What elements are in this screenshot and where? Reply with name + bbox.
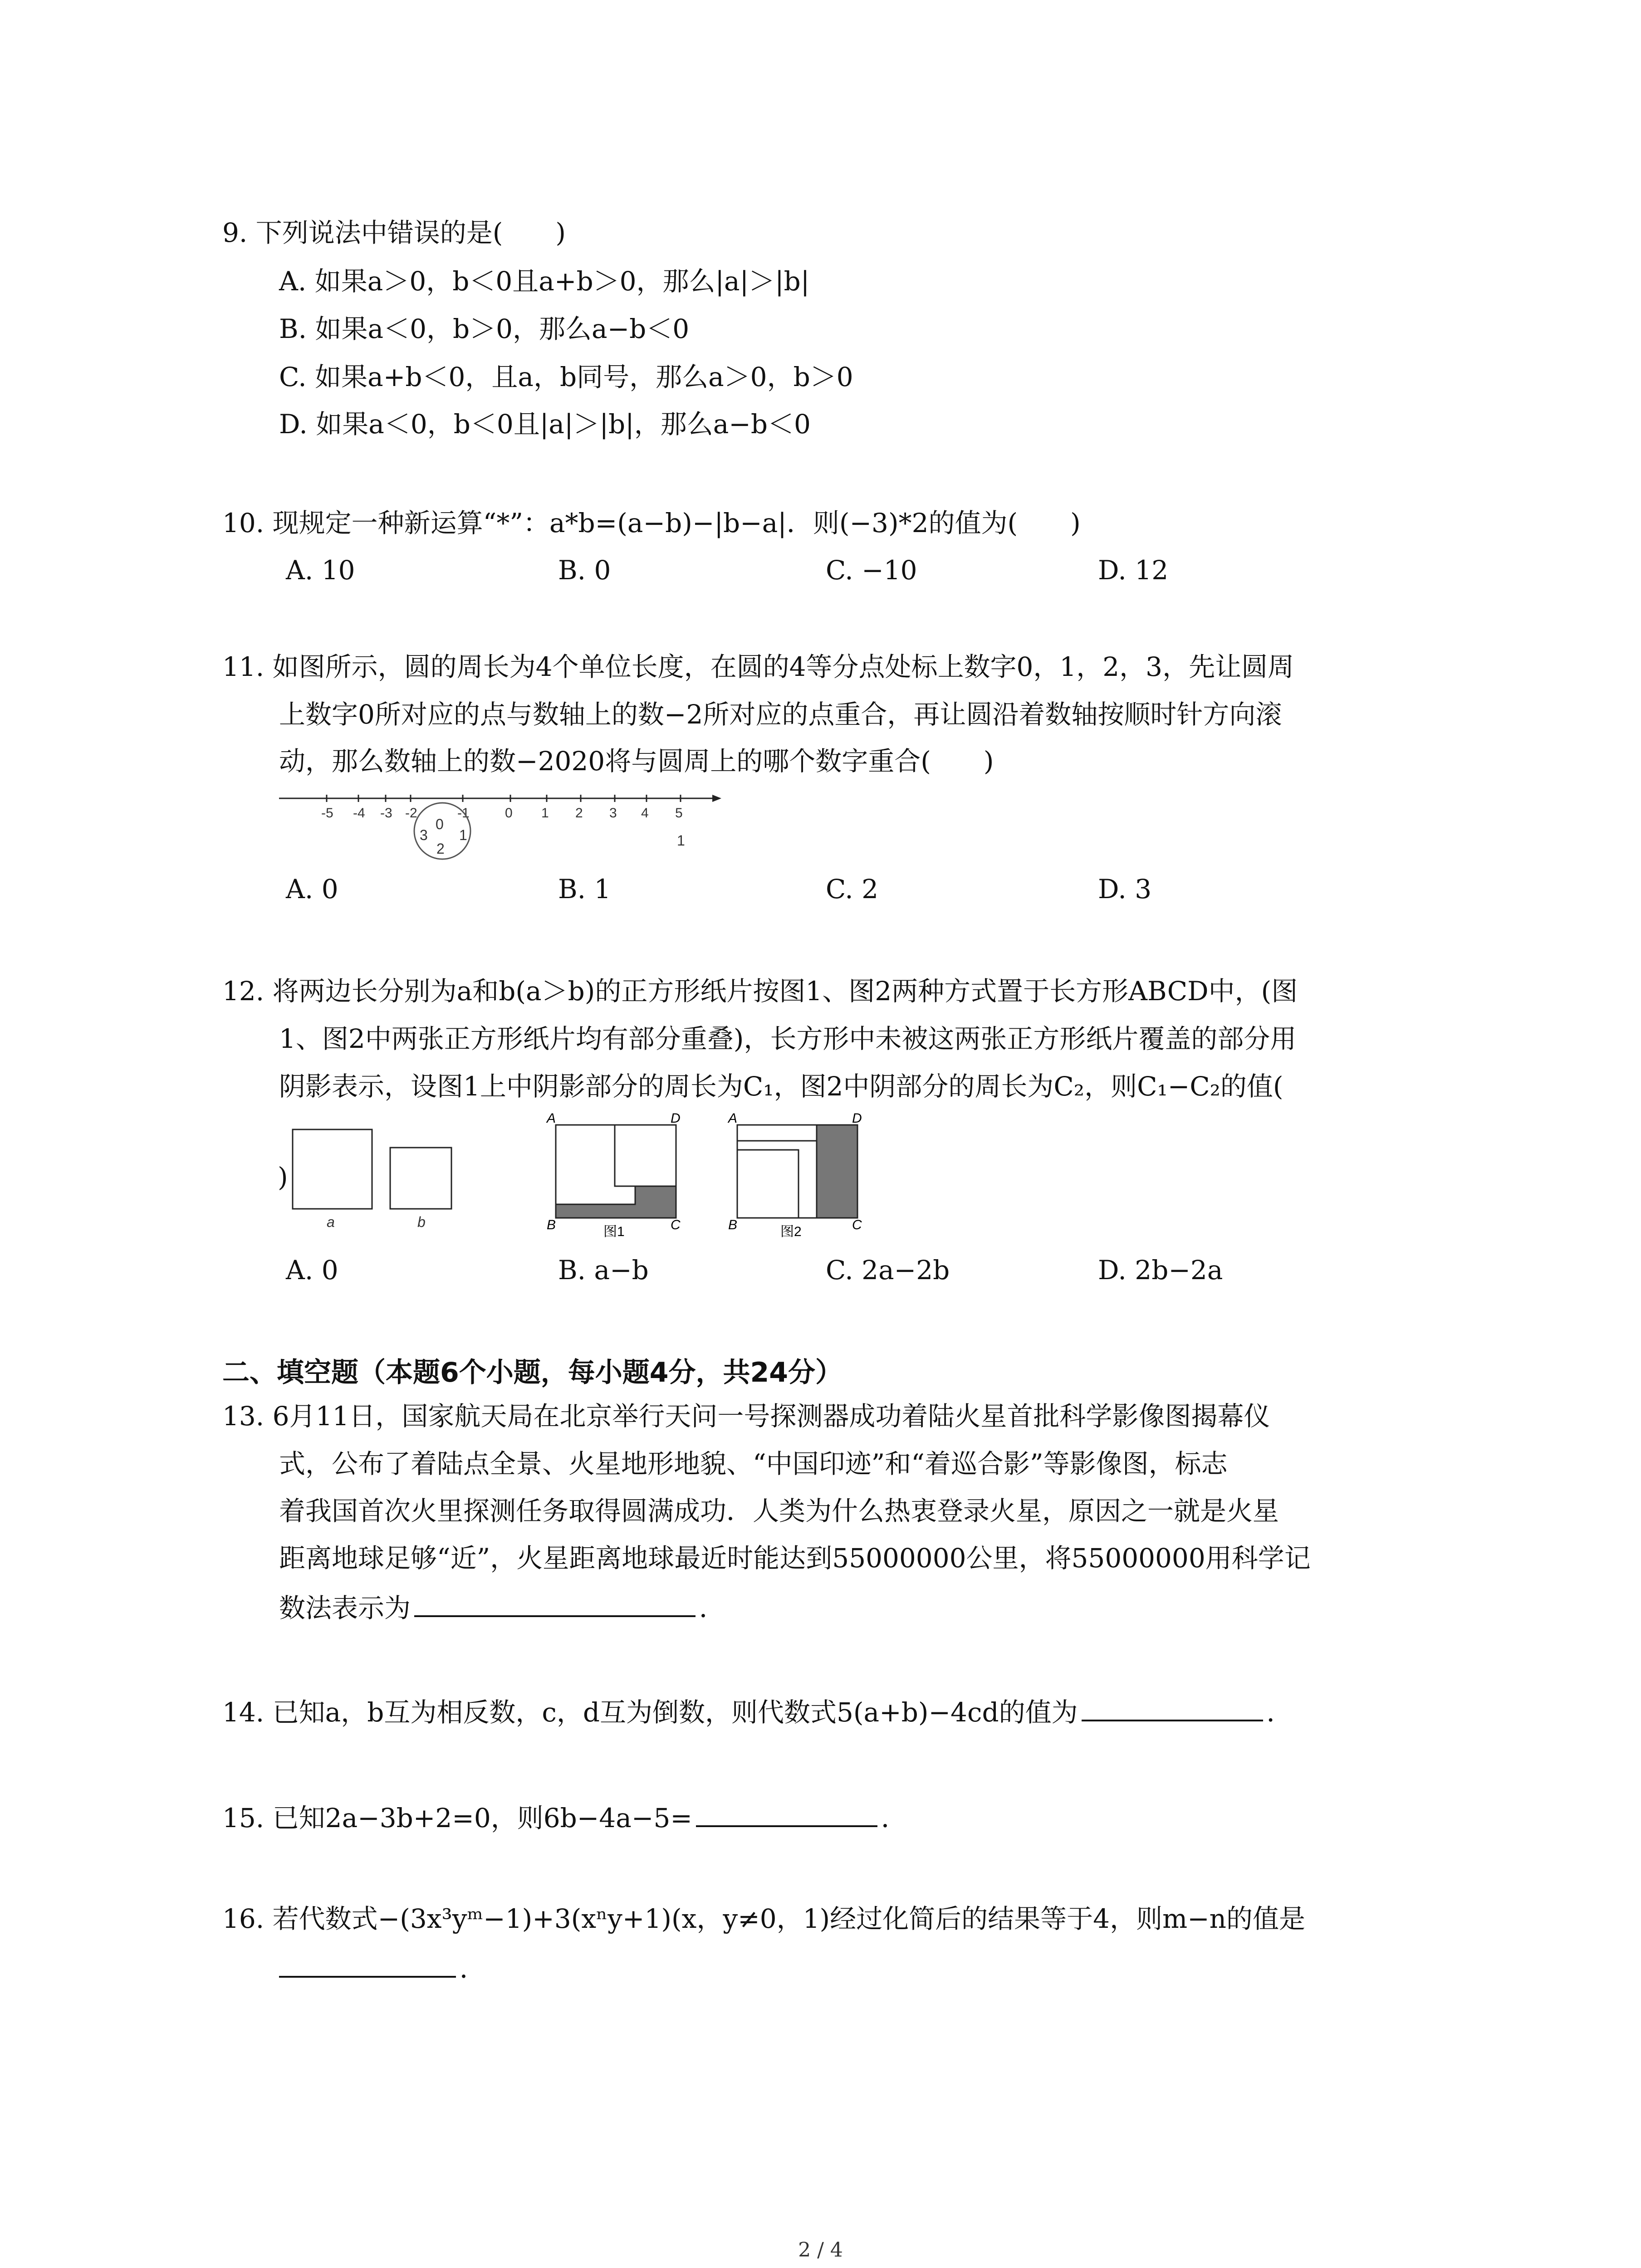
fig2-square-b bbox=[737, 1150, 798, 1218]
q11-option-c: C. 2 bbox=[826, 874, 879, 904]
square-b-label: b bbox=[417, 1214, 426, 1230]
q9-option-c: C. 如果a+b＜0，且a，b同号，那么a＞0，b＞0 bbox=[279, 362, 853, 392]
figure-2 bbox=[727, 1111, 862, 1239]
q11-number-line-figure bbox=[277, 789, 730, 866]
q9-option-a: A. 如果a＞0，b＜0且a+b＞0，那么|a|＞|b| bbox=[279, 266, 810, 297]
q14-line bbox=[222, 1694, 1293, 1728]
extra-label-1: 1 bbox=[677, 832, 685, 849]
q10-option-b: B. 0 bbox=[558, 555, 611, 586]
q11-option-b: B. 1 bbox=[558, 874, 611, 904]
q10-option-c: C. −10 bbox=[826, 555, 917, 586]
q12-line3: 阴影表示，设图1上中阴影部分的周长为C₁，图2中阴部分的周长为C₂，则C₁−C₂的值( bbox=[279, 1071, 1283, 1102]
circle-label-0: 0 bbox=[436, 816, 444, 832]
q15-text: 15. 已知2a−3b+2=0，则6b−4a−5= bbox=[222, 1803, 692, 1833]
page-number: 2 / 4 bbox=[798, 2239, 843, 2262]
q15-line bbox=[222, 1800, 907, 1834]
fig2-corner-c: C bbox=[852, 1217, 862, 1232]
fig1-square-b bbox=[615, 1125, 676, 1186]
q11-line2: 上数字0所对应的点与数轴上的数−2所对应的点重合，再让圆沿着数轴按顺时针方向滚 bbox=[279, 699, 1282, 730]
q11-line1: 11. 如图所示，圆的周长为4个单位长度，在圆的4等分点处标上数字0，1，2，3，先让圆周 bbox=[222, 651, 1294, 682]
axis-tick-label: -5 bbox=[321, 806, 333, 821]
section-2-title: 二、填空题（本题6个小题，每小题4分，共24分） bbox=[222, 1357, 843, 1388]
q11-option-d: D. 3 bbox=[1098, 874, 1152, 904]
fig1-caption: 图1 bbox=[603, 1224, 625, 1239]
q13-line1: 13. 6月11日，国家航天局在北京举行天问一号探测器成功着陆火星首批科学影像图揭幕仪 bbox=[222, 1401, 1270, 1432]
q14-tail: ． bbox=[1266, 1697, 1293, 1728]
fig1-corner-a: A bbox=[547, 1111, 556, 1126]
figure-1 bbox=[546, 1111, 681, 1239]
q12-line1: 12. 将两边长分别为a和b(a＞b)的正方形纸片按图1、图2两种方式置于长方形ABCD中，(图 bbox=[222, 976, 1298, 1007]
q12-option-a: A. 0 bbox=[286, 1255, 338, 1286]
q10-stem: 10. 现规定一种新运算“*”：a*b=(a−b)−|b−a|．则(−3)*2的值为( ) bbox=[222, 508, 1081, 538]
axis-tick-label: -1 bbox=[457, 806, 470, 821]
q10-option-d: D. 12 bbox=[1098, 555, 1169, 586]
q11-option-a: A. 0 bbox=[286, 874, 338, 904]
q9-stem: 9. 下列说法中错误的是( ) bbox=[222, 217, 566, 248]
q14-answer-blank[interactable] bbox=[1082, 1694, 1263, 1721]
axis-tick-label: 0 bbox=[505, 806, 513, 821]
fig1-corner-d: D bbox=[671, 1111, 681, 1126]
circle-label-3: 3 bbox=[420, 827, 428, 843]
q10-option-a: A. 10 bbox=[286, 555, 355, 586]
fig2-corner-d: D bbox=[852, 1111, 862, 1126]
axis-tick-label: 4 bbox=[641, 806, 649, 821]
q11-line3: 动，那么数轴上的数−2020将与圆周上的哪个数字重合( ) bbox=[279, 746, 994, 777]
q12-squares-figure bbox=[290, 1107, 1007, 1252]
circle-label-1: 1 bbox=[459, 827, 467, 843]
square-b bbox=[390, 1148, 451, 1209]
q15-tail: ． bbox=[881, 1803, 908, 1833]
fig2-corner-b: B bbox=[728, 1217, 738, 1232]
axis-tick-label: 2 bbox=[575, 806, 583, 821]
q12-option-b: B. a−b bbox=[558, 1255, 649, 1286]
axis-tick-label: -3 bbox=[380, 806, 392, 821]
fig2-corner-a: A bbox=[728, 1111, 738, 1126]
q12-option-c: C. 2a−2b bbox=[826, 1255, 950, 1286]
q16-tail: ． bbox=[460, 1953, 486, 1984]
q13-tail: ． bbox=[699, 1593, 726, 1623]
q16-answer-blank[interactable] bbox=[279, 1950, 456, 1978]
axis-tick-label: -2 bbox=[405, 806, 417, 821]
q13-line5 bbox=[279, 1590, 725, 1624]
q13-answer-blank[interactable] bbox=[414, 1590, 696, 1617]
axis-tick-label: 3 bbox=[609, 806, 617, 821]
q12-option-d: D. 2b−2a bbox=[1098, 1255, 1223, 1286]
q13-line4: 距离地球足够“近”，火星距离地球最近时能达到55000000公里，将55000000用科学记 bbox=[279, 1543, 1311, 1574]
q16-line2 bbox=[279, 1950, 486, 1984]
q12-line4: ) bbox=[278, 1162, 288, 1193]
axis-tick-label: -4 bbox=[353, 806, 365, 821]
fig2-caption: 图2 bbox=[780, 1224, 802, 1239]
q13-line3: 着我国首次火里探测任务取得圆满成功．人类为什么热衷登录火星，原因之一就是火星 bbox=[279, 1496, 1279, 1526]
q9-option-d: D. 如果a＜0，b＜0且|a|＞|b|，那么a−b＜0 bbox=[279, 409, 811, 440]
q13-line2: 式，公布了着陆点全景、火星地形地貌、“中国印迹”和“着巡合影”等影像图，标志 bbox=[279, 1448, 1228, 1479]
q14-text: 14. 已知a，b互为相反数，c，d互为倒数，则代数式5(a+b)−4cd的值为 bbox=[222, 1697, 1078, 1728]
axis-tick-label: 1 bbox=[541, 806, 549, 821]
axis-arrow-icon bbox=[712, 795, 721, 802]
q12-line2: 1、图2中两张正方形纸片均有部分重叠)，长方形中未被这两张正方形纸片覆盖的部分用 bbox=[279, 1023, 1297, 1054]
q9-option-b: B. 如果a＜0，b＞0，那么a−b＜0 bbox=[279, 313, 690, 344]
q15-answer-blank[interactable] bbox=[696, 1800, 877, 1827]
axis-tick-label: 5 bbox=[675, 806, 683, 821]
circle-label-2: 2 bbox=[436, 841, 445, 857]
fig1-corner-c: C bbox=[671, 1217, 681, 1232]
q13-prefix: 数法表示为 bbox=[279, 1593, 411, 1623]
square-a-label: a bbox=[327, 1214, 335, 1230]
square-a bbox=[293, 1129, 372, 1209]
fig1-corner-b: B bbox=[547, 1217, 556, 1232]
q16-line: 16. 若代数式−(3x³yᵐ−1)+3(xⁿy+1)(x，y≠0，1)经过化简后的结果等于4，则m−n的值是 bbox=[222, 1903, 1306, 1934]
